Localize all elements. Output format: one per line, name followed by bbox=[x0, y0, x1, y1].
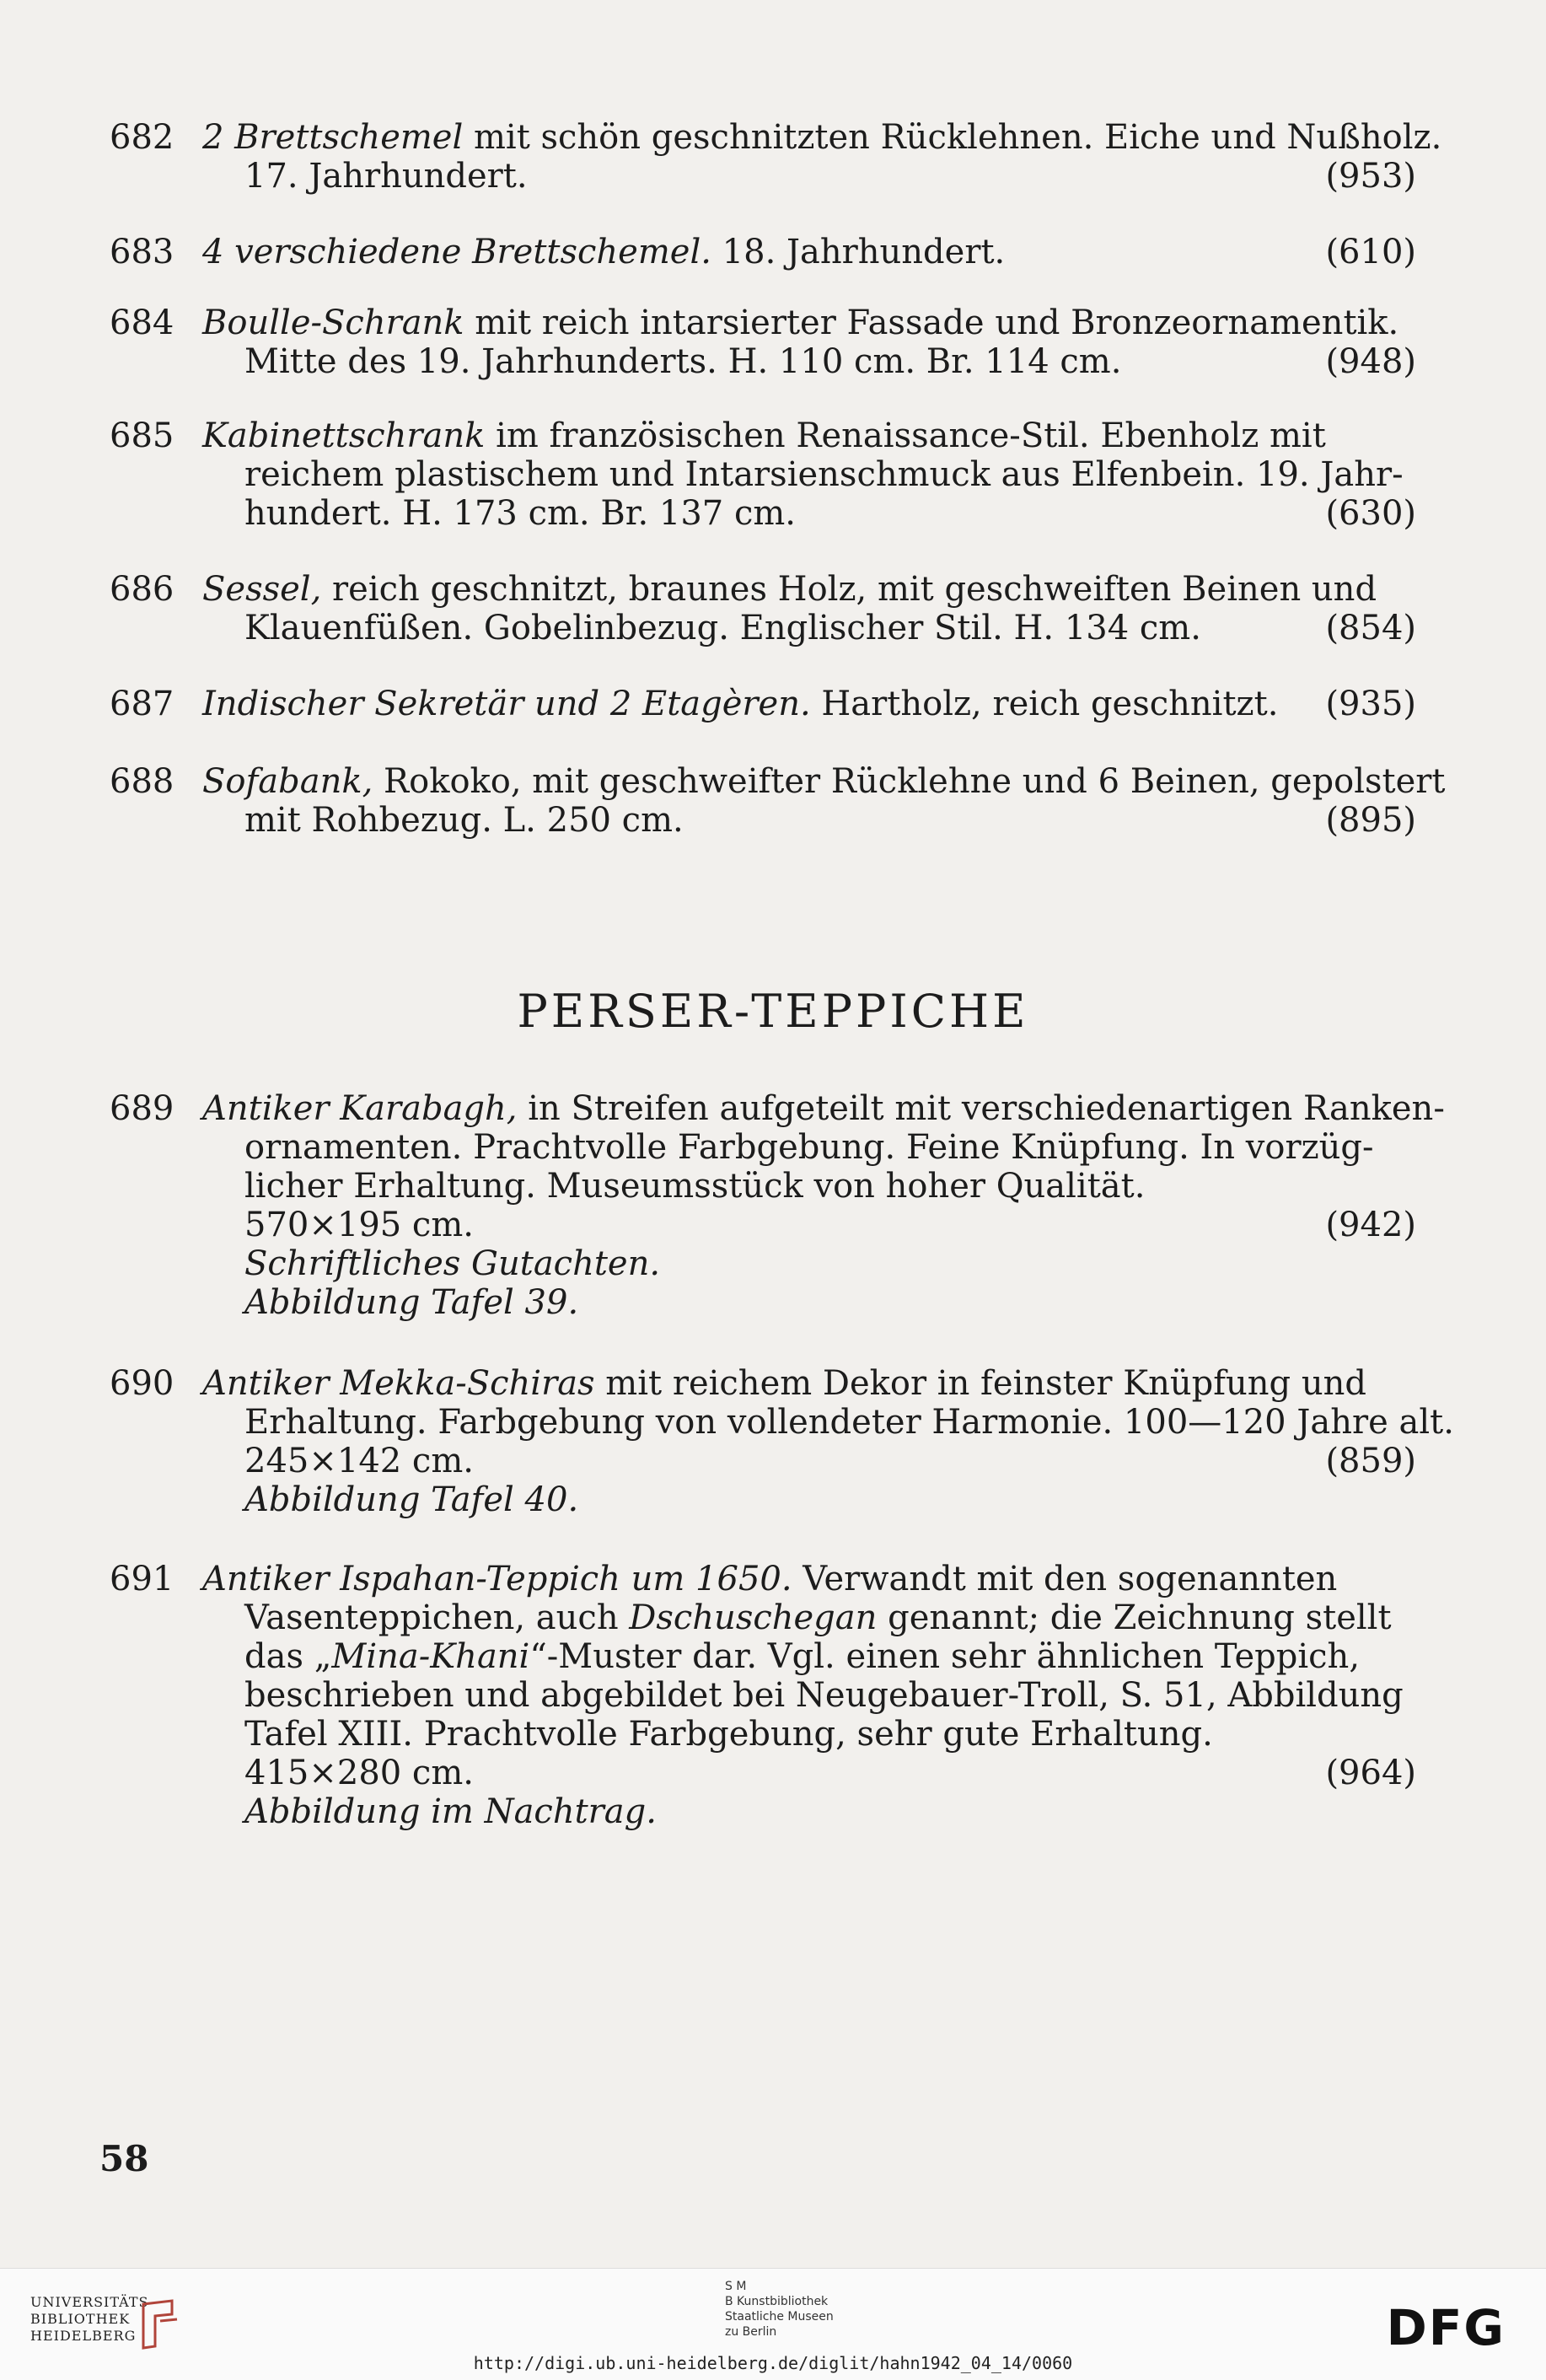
price-reference: (942) bbox=[1325, 1206, 1416, 1244]
text-run: Erhaltung. Farbgebung von vollendeter Harmonie. 100—120 Jahre alt. bbox=[244, 1403, 1454, 1442]
entry-line bbox=[202, 342, 1416, 381]
entry-text bbox=[202, 685, 1416, 723]
entry-line bbox=[202, 1792, 1416, 1831]
lot-number: 684 bbox=[110, 304, 174, 342]
italic-title: Mina-Khani bbox=[331, 1637, 530, 1676]
entry-line bbox=[202, 1403, 1454, 1442]
lot-number: 689 bbox=[110, 1089, 174, 1128]
italic-title: Abbildung Tafel 39. bbox=[244, 1283, 579, 1322]
text-run: hundert. H. 173 cm. Br. 137 cm. bbox=[244, 494, 796, 533]
sm-kunstbibliothek-logo: S M B Kunstbibliothek Staatliche Museen zu Berlin bbox=[725, 2280, 834, 2339]
catalog-entry bbox=[110, 685, 1416, 723]
dfg-logo: DFG bbox=[1386, 2299, 1506, 2356]
entry-line bbox=[202, 1480, 1416, 1519]
italic-title: Sofabank, bbox=[202, 762, 373, 801]
italic-title: Antiker Karabagh, bbox=[202, 1089, 518, 1128]
entry-line bbox=[202, 762, 1446, 801]
italic-title: Indischer Sekretär und 2 Etagèren. bbox=[202, 685, 811, 723]
entry-text bbox=[202, 416, 1416, 533]
lot-number: 690 bbox=[110, 1364, 174, 1403]
text-run: 17. Jahrhundert. bbox=[244, 157, 528, 196]
price-reference: (964) bbox=[1325, 1754, 1416, 1792]
text-run: reichem plastischem und Intarsienschmuck aus Elfenbein. 19. Jahr- bbox=[244, 455, 1404, 494]
italic-title: Boulle-Schrank bbox=[202, 304, 464, 342]
italic-title: Kabinettschrank bbox=[202, 416, 486, 455]
italic-title: Abbildung im Nachtrag. bbox=[244, 1792, 657, 1831]
university-library-logo: UNIVERSITÄTS- BIBLIOTHEK HEIDELBERG bbox=[30, 2294, 155, 2344]
entry-line bbox=[202, 1754, 1416, 1792]
text-run: Hartholz, reich geschnitzt. bbox=[810, 685, 1279, 723]
text-run: in Streifen aufgeteilt mit verschiedenartigen Ranken- bbox=[517, 1089, 1445, 1128]
text-run: im französischen Renaissance-Stil. Ebenholz mit bbox=[485, 416, 1326, 455]
entry-line bbox=[202, 455, 1416, 494]
entry-line bbox=[202, 1167, 1416, 1206]
entry-text bbox=[202, 1364, 1454, 1519]
entry-line bbox=[202, 609, 1416, 647]
entry-text bbox=[202, 762, 1446, 840]
lot-number: 682 bbox=[110, 118, 174, 157]
price-reference: (948) bbox=[1325, 342, 1416, 381]
entry-line bbox=[202, 1598, 1416, 1637]
italic-title: Antiker Ispahan-Teppich um 1650. bbox=[202, 1560, 792, 1598]
catalog-entry bbox=[110, 1364, 1454, 1519]
entry-text bbox=[202, 118, 1442, 196]
text-run: Mitte des 19. Jahrhunderts. H. 110 cm. Br. 114 cm. bbox=[244, 342, 1122, 381]
catalog-entry bbox=[110, 118, 1442, 196]
source-url-link[interactable]: http://digi.ub.uni-heidelberg.de/diglit/hahn1942_04_14/0060 bbox=[473, 2353, 1073, 2373]
italic-title: Abbildung Tafel 40. bbox=[244, 1480, 579, 1519]
lot-number: 691 bbox=[110, 1560, 174, 1598]
text-run: 570×195 cm. bbox=[244, 1206, 474, 1244]
text-run: mit Rohbezug. L. 250 cm. bbox=[244, 801, 684, 840]
text-run: Rokoko, mit geschweifter Rücklehne und 6 Beinen, gepolstert bbox=[373, 762, 1446, 801]
price-reference: (854) bbox=[1325, 609, 1416, 647]
lot-number: 688 bbox=[110, 762, 174, 801]
entry-line bbox=[202, 1715, 1416, 1754]
entry-line bbox=[202, 416, 1416, 455]
text-run: 245×142 cm. bbox=[244, 1442, 474, 1480]
entry-line bbox=[202, 118, 1442, 157]
entry-line bbox=[202, 1283, 1416, 1322]
lot-number: 683 bbox=[110, 233, 174, 271]
text-run: Klauenfüßen. Gobelinbezug. Englischer Stil. H. 134 cm. bbox=[244, 609, 1201, 647]
entry-line bbox=[202, 1244, 1416, 1283]
catalog-entry bbox=[110, 1560, 1416, 1831]
text-run: 18. Jahrhundert. bbox=[711, 233, 1006, 271]
lot-number: 685 bbox=[110, 416, 174, 455]
entry-text bbox=[202, 570, 1416, 647]
entry-line bbox=[202, 1560, 1416, 1598]
text-run: Tafel XIII. Prachtvolle Farbgebung, sehr gute Erhaltung. bbox=[244, 1715, 1213, 1754]
text-run: “-Muster dar. Vgl. einen sehr ähnlichen Teppich, bbox=[529, 1637, 1361, 1676]
catalog-entry bbox=[110, 233, 1416, 271]
text-run: beschrieben und abgebildet bei Neugebauer-Troll, S. 51, Abbildung bbox=[244, 1676, 1404, 1715]
price-reference: (895) bbox=[1325, 801, 1416, 840]
text-run: Verwandt mit den sogenannten bbox=[792, 1560, 1338, 1598]
section-heading: PERSER-TEPPICHE bbox=[517, 985, 1029, 1038]
text-run: mit reich intarsierter Fassade und Bronzeornamentik. bbox=[464, 304, 1399, 342]
entry-line bbox=[202, 1442, 1416, 1480]
entry-text bbox=[202, 1560, 1416, 1831]
catalog-entry bbox=[110, 762, 1446, 840]
italic-title: Sessel, bbox=[202, 570, 322, 609]
entry-line bbox=[202, 1206, 1416, 1244]
entry-line bbox=[202, 1128, 1416, 1167]
catalog-entry bbox=[110, 304, 1416, 381]
catalog-entry bbox=[110, 416, 1416, 533]
heidelberg-logo-icon bbox=[135, 2297, 185, 2351]
digitization-footer bbox=[0, 2268, 1546, 2380]
text-run: das „ bbox=[244, 1637, 332, 1676]
italic-title: Antiker Mekka-Schiras bbox=[202, 1364, 595, 1403]
entry-line bbox=[202, 570, 1416, 609]
italic-title: Schriftliches Gutachten. bbox=[244, 1244, 661, 1283]
italic-title: Dschuschegan bbox=[629, 1598, 878, 1637]
entry-line bbox=[202, 1089, 1445, 1128]
text-run: reich geschnitzt, braunes Holz, mit geschweiften Beinen und bbox=[321, 570, 1377, 609]
entry-text bbox=[202, 233, 1416, 271]
catalog-entry bbox=[110, 1089, 1445, 1322]
entry-line bbox=[202, 157, 1416, 196]
text-run: genannt; die Zeichnung stellt bbox=[877, 1598, 1392, 1637]
entry-line bbox=[202, 1637, 1416, 1676]
text-run: mit reichem Dekor in feinster Knüpfung und bbox=[594, 1364, 1366, 1403]
text-run: 415×280 cm. bbox=[244, 1754, 474, 1792]
italic-title: 2 Brettschemel bbox=[202, 118, 464, 157]
text-run: mit schön geschnitzten Rücklehnen. Eiche und Nußholz. bbox=[463, 118, 1442, 157]
page-number: 58 bbox=[99, 2138, 149, 2179]
entry-line bbox=[202, 685, 1416, 723]
lot-number: 687 bbox=[110, 685, 174, 723]
text-run: licher Erhaltung. Museumsstück von hoher Qualität. bbox=[244, 1167, 1146, 1206]
entry-text bbox=[202, 1089, 1445, 1322]
text-run: Vasenteppichen, auch bbox=[244, 1598, 630, 1637]
lot-number: 686 bbox=[110, 570, 174, 609]
entry-line bbox=[202, 801, 1416, 840]
entry-line bbox=[202, 233, 1416, 271]
price-reference: (935) bbox=[1325, 685, 1416, 723]
entry-line bbox=[202, 1676, 1416, 1715]
entry-text bbox=[202, 304, 1416, 381]
entry-line bbox=[202, 494, 1416, 533]
price-reference: (859) bbox=[1325, 1442, 1416, 1480]
price-reference: (953) bbox=[1325, 157, 1416, 196]
italic-title: 4 verschiedene Brettschemel. bbox=[202, 233, 711, 271]
entry-line bbox=[202, 1364, 1416, 1403]
price-reference: (610) bbox=[1325, 233, 1416, 271]
price-reference: (630) bbox=[1325, 494, 1416, 533]
catalog-entry bbox=[110, 570, 1416, 647]
text-run: ornamenten. Prachtvolle Farbgebung. Feine Knüpfung. In vorzüg- bbox=[244, 1128, 1374, 1167]
entry-line bbox=[202, 304, 1416, 342]
